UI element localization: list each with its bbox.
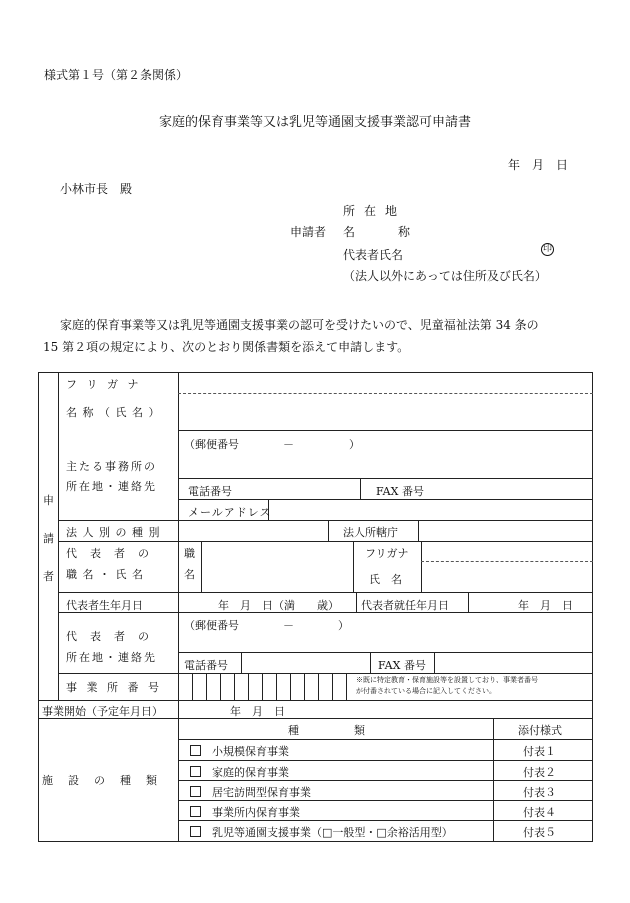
attach-form: 付表１ bbox=[523, 745, 556, 758]
rep-title-label-1: 代 表 者 の bbox=[66, 547, 150, 560]
facility-type-option[interactable]: 家庭的保育事業 bbox=[190, 764, 289, 780]
rep-postal-field[interactable]: （郵便番号 － ） bbox=[184, 619, 349, 632]
facility-type-option[interactable]: 乳児等通園支援事業（□一般型・□余裕活用型） bbox=[190, 824, 453, 840]
attach-form: 付表５ bbox=[523, 826, 556, 839]
attach-form: 付表３ bbox=[523, 786, 556, 799]
furigana-label: フ リ ガ ナ bbox=[66, 378, 142, 391]
name-field-label: 名 称 （ 氏 名 ） bbox=[66, 406, 161, 419]
rep-title-label-2: 職 名 ・ 氏 名 bbox=[66, 568, 144, 581]
phone-label: 電話番号 bbox=[188, 485, 232, 498]
checkbox[interactable] bbox=[190, 766, 201, 777]
document-title: 家庭的保育事業等又は乳児等通園支援事業認可申請書 bbox=[158, 115, 471, 130]
attach-form: 付表４ bbox=[523, 806, 556, 819]
rep-name-label: 氏 名 bbox=[369, 573, 402, 586]
fax-label: FAX 番号 bbox=[376, 485, 424, 498]
start-date-label: 事業開始（予定年月日） bbox=[42, 705, 163, 718]
body-line-1: 家庭的保育事業等又は乳児等通園支援事業の認可を受けたいので、児童福祉法第 34 条の bbox=[60, 318, 539, 332]
body-line-2: 15 第２項の規定により、次のとおり関係書類を添えて申請します。 bbox=[43, 340, 410, 354]
job-label-2: 名 bbox=[184, 568, 195, 581]
location-label: 所在地 bbox=[343, 204, 407, 218]
facility-type-option[interactable]: 居宅訪問型保育事業 bbox=[190, 784, 311, 800]
rep-phone-label: 電話番号 bbox=[184, 659, 228, 672]
rep-appointed-value[interactable]: 年 月 日 bbox=[518, 599, 573, 612]
rep-addr-label-2: 所在地・連絡先 bbox=[66, 651, 157, 664]
applicant-vertical-1: 申 bbox=[43, 494, 54, 507]
postal-code-field[interactable]: （郵便番号 － ） bbox=[184, 438, 360, 451]
attach-form: 付表２ bbox=[523, 766, 556, 779]
checkbox[interactable] bbox=[190, 786, 201, 797]
office-number-label: 事 業 所 番 号 bbox=[66, 681, 162, 694]
facility-type-label: 施 設 の 種 類 bbox=[42, 774, 159, 787]
email-label: メールアドレス bbox=[188, 506, 272, 519]
name-label: 名 bbox=[343, 225, 356, 239]
main-office-label-2: 所在地・連絡先 bbox=[66, 480, 157, 493]
applicant-vertical-2: 請 bbox=[43, 532, 54, 545]
rep-addr-label-1: 代 表 者 の bbox=[66, 630, 150, 643]
facility-type-option[interactable]: 事業所内保育事業 bbox=[190, 804, 300, 820]
application-table bbox=[38, 372, 593, 846]
addressee: 小林市長 殿 bbox=[60, 182, 133, 196]
applicant-label: 申請者 bbox=[290, 225, 327, 239]
office-number-note-1: ※既に特定教育・保育施設等を設置しており、事業者番号 bbox=[356, 676, 538, 684]
main-office-label-1: 主たる事務所の bbox=[66, 460, 157, 473]
seal-icon: 印 bbox=[542, 244, 552, 254]
start-date-value[interactable]: 年 月 日 bbox=[230, 705, 285, 718]
rep-birth-label: 代表者生年月日 bbox=[66, 599, 143, 612]
checkbox[interactable] bbox=[190, 826, 201, 837]
corp-type-label: 法 人 別 の 種 別 bbox=[66, 526, 161, 539]
applicant-note: （法人以外にあっては住所及び氏名） bbox=[343, 269, 547, 283]
application-date: 年 月 日 bbox=[508, 158, 569, 172]
corp-authority-label: 法人所轄庁 bbox=[343, 526, 398, 539]
applicant-vertical-3: 者 bbox=[43, 570, 54, 583]
attach-header: 添付様式 bbox=[518, 724, 562, 737]
office-number-note-2: が付番されている場合に記入してください。 bbox=[356, 687, 496, 695]
checkbox[interactable] bbox=[190, 745, 201, 756]
representative-label: 代表者氏名 bbox=[343, 248, 404, 262]
name-label-2: 称 bbox=[398, 225, 411, 239]
form-number: 様式第１号（第２条関係） bbox=[44, 68, 189, 82]
body-paragraph bbox=[43, 314, 600, 358]
rep-fax-label: FAX 番号 bbox=[378, 659, 426, 672]
rep-birth-value[interactable]: 年 月 日（満 歳） bbox=[218, 599, 339, 612]
rep-furigana-label: フリガナ bbox=[365, 547, 409, 560]
rep-appointed-label: 代表者就任年月日 bbox=[361, 599, 449, 612]
job-label-1: 職 bbox=[184, 547, 195, 560]
type-header: 種 類 bbox=[288, 724, 365, 737]
checkbox[interactable] bbox=[190, 806, 201, 817]
facility-type-option[interactable]: 小規模保育事業 bbox=[190, 743, 289, 759]
